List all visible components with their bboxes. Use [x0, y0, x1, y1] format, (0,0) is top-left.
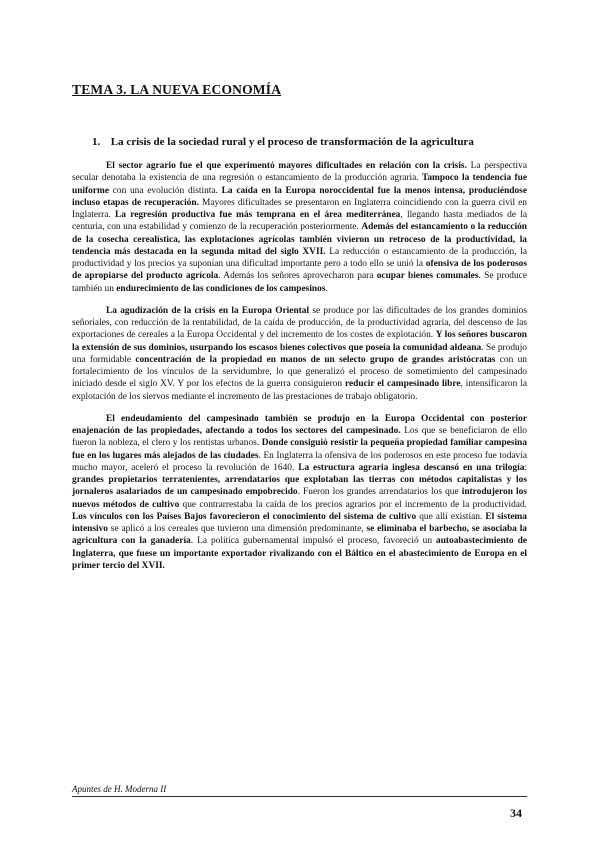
emphasized-text: concentración de la propiedad en manos de un selecto grupo de grandes aristócratas [135, 354, 496, 365]
text-run: Los que se beneficiaron de ello fueron la nobleza, el clero y los rentistas urbanos. [72, 426, 527, 449]
text-run: . Fueron los grandes arrendatarios los que [297, 487, 462, 498]
emphasized-text: Además del estancamiento o la reducción de la cosecha cerealística, las explotaciones agrícolas también vivieron un retroceso de la productividad, la tendencia más destacada en la segunda mitad del siglo XVII. [72, 222, 527, 257]
section-heading [92, 136, 474, 148]
text-run: , llegando hasta mediados de la centuria, con una estabilidad y comienzo de la recuperación posteriormente. [72, 210, 528, 233]
text-run: , intensificaron la explotación de los siervos mediante el incremento de las prestaciones de trabajo obligatorio. [72, 379, 527, 402]
section-number: 1. [92, 136, 101, 148]
emphasized-text: El endeudamiento del campesinado también se produjo en la Europa Occidental con posterior enajenación de las propiedades, afectando a todos los sectores del campesinado. [72, 413, 527, 436]
text-run: : [524, 462, 527, 473]
emphasized-text: reducir el campesinado libre [345, 379, 461, 390]
section-title: La crisis de la sociedad rural y el proceso de transformación de la agricultura [110, 136, 474, 148]
text-run: . [325, 283, 328, 294]
emphasized-text: Los vínculos con los Países Bajos favorecieron el conocimiento del sistema de cultivo [72, 511, 417, 522]
text-run: que contrarrestaba la caída de los precios agrarios por el incremento de la productividad. [179, 499, 527, 510]
emphasized-text: La caída en la Europa noroccidental fue la menos intensa, produciéndose incluso etapas de recuperación. [72, 185, 527, 208]
emphasized-text: La regresión productiva fue más temprana en el área mediterránea [115, 210, 401, 220]
text-run: se aplicó a los cereales que tuvieron una dimensión predominante, [107, 524, 367, 534]
emphasized-text: Donde consiguió resistir la pequeña propiedad familiar campesina fue en los lugares más alejados de las ciudades [72, 438, 528, 461]
text-run: . Además los señores aprovecharon para [218, 271, 377, 282]
text-run: se produce por las dificultades de los grandes dominios señoriales, con reducción de la rentabilidad, de la caída de producción, de la productividad agraria, del descenso de las exportaciones de cereales a la Europa Occidental y del incremento de los costes de explotación. [72, 305, 527, 341]
text-run: con un fortalecimiento de los vínculos de la servidumbre, lo que generalizó el proceso de sometimiento del campesinado iniciado desde el siglo XV. Y por los efectos de la guerra consiguieron [72, 354, 527, 390]
emphasized-text: La estructura agraria inglesa descansó en una trilogía [298, 462, 525, 473]
footer-text: Apuntes de H. Moderna II [72, 784, 167, 794]
text-run: . En Inglaterra la ofensiva de los poderosos en este proceso fue todavía mucho mayor, aceleró el proceso la revolución de 1640. [72, 450, 527, 473]
text-run: con una evolución distinta. [108, 185, 222, 196]
emphasized-text: Y los señores buscaron la extensión de sus dominios, usurpando los escasos bienes colectivos que poseía la comunidad aldeana [72, 330, 527, 353]
paragraph-western-europe [72, 413, 527, 572]
page-title: TEMA 3. LA NUEVA ECONOMÍA [72, 82, 282, 97]
paragraph-agrarian-crisis [72, 160, 527, 295]
emphasized-text: introdujeron los nuevos métodos de cultivo [72, 487, 527, 510]
text-run: La reducción o estancamiento de la producción, la productividad y los precios ya suponían una dificultad importante pero a todo ello se unió la [72, 246, 528, 269]
text-run: . Se produjo una formidable [72, 342, 527, 365]
text-run: . La política gubernamental impulsó el proceso, favoreció un [190, 536, 437, 547]
text-run: Mayores dificultades se presentaron en Inglaterra coincidiendo con la guerra civil en Inglaterra. [72, 197, 527, 220]
emphasized-text: endurecimiento de las condiciones de los campesinos [116, 283, 326, 294]
emphasized-text: autoabastecimiento de Inglaterra, que fuese un importante exportador rivalizando con el Báltico en el abastecimiento de Europa en el primer tercio del XVII. [72, 536, 527, 571]
emphasized-text: se eliminaba el barbecho, se asociaba la agricultura con la ganadería [72, 524, 527, 547]
emphasized-text: ocupar bienes comunales [376, 271, 479, 282]
emphasized-text: ofensiva de los poderosos de apropiarse del producto agrícola [72, 259, 527, 282]
page-number: 34 [510, 806, 522, 820]
text-run: que allí existían. [416, 511, 486, 522]
body-text [72, 160, 527, 582]
paragraph-eastern-europe [72, 305, 527, 403]
text-run: La perspectiva secular denotaba la existencia de una regresión o estancamiento de la producción agraria. [72, 161, 527, 184]
emphasized-text: El sistema intensivo [72, 511, 527, 534]
emphasized-text: El sector agrario fue el que experimentó mayores dificultades en relación con la crisis. [106, 161, 467, 171]
footer-divider [72, 796, 527, 797]
emphasized-text: grandes propietarios terratenientes, arrendatarios que explotaban las tierras con métodos capitalistas y los jornaleros asalariados de un campesinado empobrecido [72, 475, 527, 498]
emphasized-text: La agudización de la crisis en la Europa Oriental [106, 305, 310, 316]
emphasized-text: Tampoco la tendencia fue uniforme [72, 173, 527, 196]
text-run: . Se produce también un [72, 271, 527, 294]
